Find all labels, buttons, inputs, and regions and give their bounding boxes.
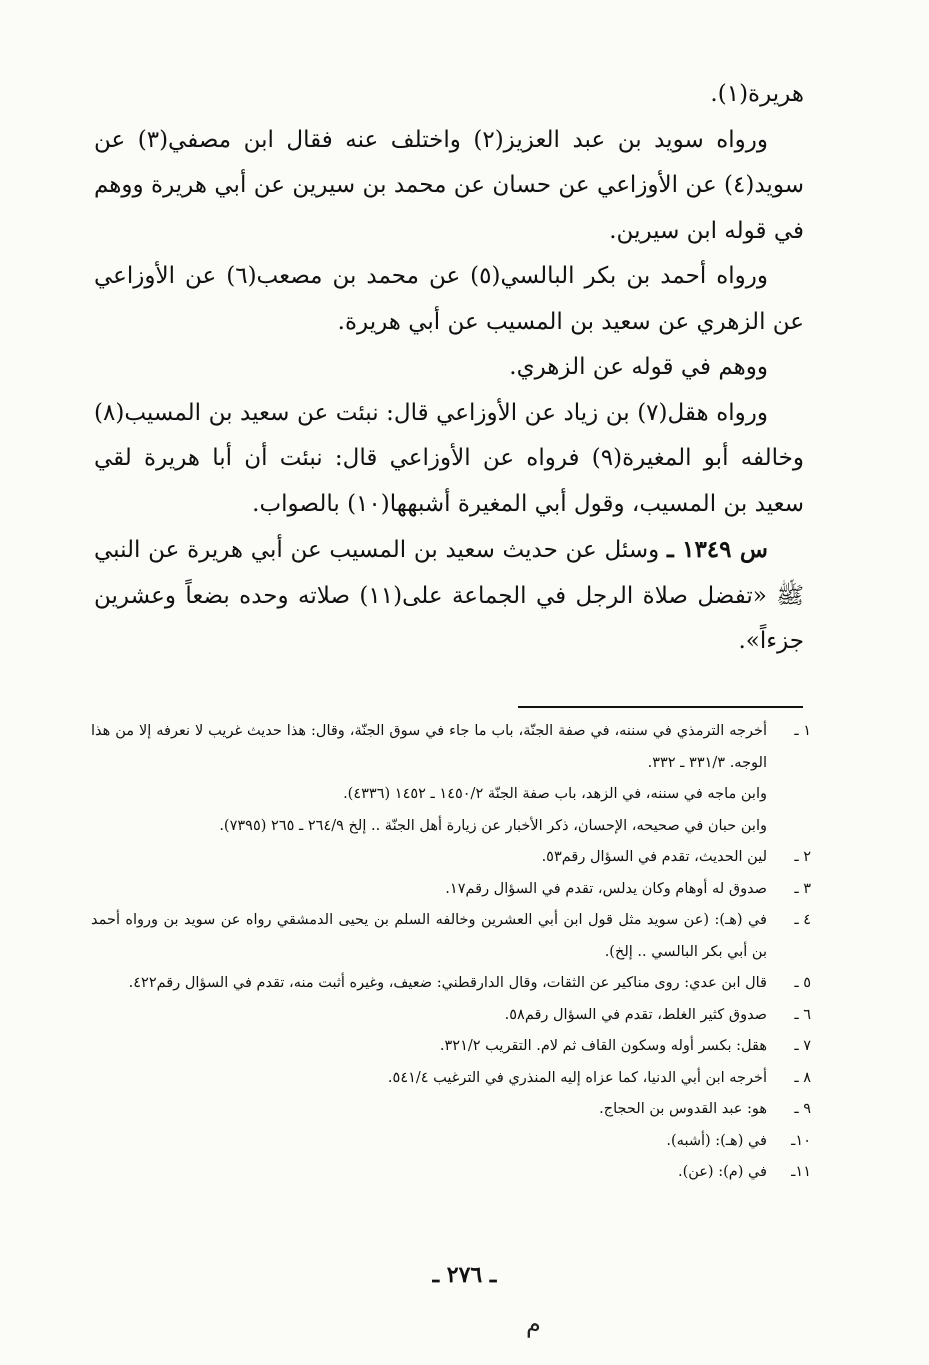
footnote-text: لين الحديث، تقدم في السؤال رقم٥٣. xyxy=(541,849,767,865)
footnote-number: ٨ ـ xyxy=(794,1069,811,1086)
footnote-item xyxy=(91,716,811,779)
footnote-item xyxy=(91,968,811,1000)
bottom-mark: م xyxy=(526,1310,541,1338)
paragraph-3: ورواه أحمد بن بكر البالسي(٥) عن محمد بن مصعب(٦) عن الأوزاعي عن الزهري عن سعيد بن المسيب عن أبي هريرة. xyxy=(94,263,804,335)
question-number: س ١٣٤٩ ـ xyxy=(666,536,768,563)
paragraph-1: هريرة(١). xyxy=(710,81,804,107)
footnote-text: في (م): (عن). xyxy=(677,1164,767,1180)
footnote-item xyxy=(91,842,811,874)
footnote-text: هو: عبد القدوس بن الحجاج. xyxy=(599,1101,767,1117)
footnote-text: أخرجه ابن أبي الدنيا، كما عزاه إليه المنذري في الترغيب ٥٤١/٤. xyxy=(387,1069,767,1086)
footnote-number: ٩ ـ xyxy=(794,1101,811,1117)
footnote-separator xyxy=(518,706,803,708)
footnote-number: ١٠ـ xyxy=(791,1132,811,1149)
footnote-item xyxy=(91,1094,811,1126)
footnotes xyxy=(91,716,811,1189)
paragraph-4: ووهم في قوله عن الزهري. xyxy=(509,354,768,380)
footnote-number: ٧ ـ xyxy=(794,1038,811,1054)
footnote-number: ١١ـ xyxy=(791,1164,811,1180)
paragraph-5: ورواه هقل(٧) بن زياد عن الأوزاعي قال: نبئت عن سعيد بن المسيب(٨) وخالفه أبو المغيرة(٩) فرواه عن الأوزاعي قال: نبئت أن أبا هريرة لقي سعيد بن المسيب، وقول أبي المغيرة أشبهها(١٠) بالصواب. xyxy=(94,399,805,517)
footnote-item xyxy=(91,1031,811,1063)
footnote-number: ٤ ـ xyxy=(794,912,811,928)
footnote-item xyxy=(91,1126,811,1158)
footnote-continuation: وابن ماجه في سننه، في الزهد، باب صفة الجنّة ١٤٥٠/٢ ـ ١٤٥٢ (٤٣٣٦). xyxy=(343,786,767,802)
footnote-text: في (هـ): (أشبه). xyxy=(666,1132,767,1149)
footnote-text: صدوق له أوهام وكان يدلس، تقدم في السؤال رقم١٧. xyxy=(445,880,767,897)
footnote-number: ١ ـ xyxy=(794,723,811,739)
footnote-item xyxy=(91,1000,811,1032)
question-text: وسئل عن حديث سعيد بن المسيب عن أبي هريرة عن النبي ﷺ «تفضل صلاة الرجل في الجماعة على(١١) صلاته وحده بضعاً وعشرين جزءاً». xyxy=(94,537,804,654)
footnote-item xyxy=(91,1157,811,1189)
main-text xyxy=(94,72,804,665)
footnote-text: هقل: بكسر أوله وسكون القاف ثم لام. التقريب ٣٢١/٢. xyxy=(439,1038,767,1054)
footnote-continuation: وابن حبان في صحيحه، الإحسان، ذكر الأخبار عن زيارة أهل الجنّة .. إلخ ٢٦٤/٩ ـ ٢٦٥ (٧٣٩٥). xyxy=(219,817,767,834)
footnote-text: صدوق كثير الغلط، تقدم في السؤال رقم٥٨. xyxy=(504,1006,767,1023)
footnote-text: في (هـ): (عن سويد مثل قول ابن أبي العشرين وخالفه السلم بن يحيى الدمشقي رواه عن سويد بن ورواه أحمد بن أبي بكر البالسي .. إلخ). xyxy=(91,912,767,960)
footnote-item xyxy=(91,1063,811,1095)
footnote-text: قال ابن عدي: روى مناكير عن الثقات، وقال الدارقطني: ضعيف، وغيره أثبت منه، تقدم في السؤال رقم٤٢٢. xyxy=(128,975,767,991)
footnote-text: أخرجه الترمذي في سننه، في صفة الجنّة، باب ما جاء في سوق الجنّة، وقال: هذا حديث غريب لا نعرفه إلا من هذا الوجه. ٣٣١/٣ ـ ٣٣٢. xyxy=(91,723,767,771)
paragraph-2: ورواه سويد بن عبد العزيز(٢) واختلف عنه فقال ابن مصفي(٣) عن سويد(٤) عن الأوزاعي عن حسان عن محمد بن سيرين عن أبي هريرة ووهم في قوله ابن سيرين. xyxy=(94,126,804,244)
question-paragraph xyxy=(94,527,804,665)
footnote-number: ٢ ـ xyxy=(794,849,811,865)
footnote-item xyxy=(91,905,811,968)
footnote-number: ٣ ـ xyxy=(794,880,811,897)
footnote-number: ٦ ـ xyxy=(794,1006,811,1023)
footnote-item xyxy=(91,874,811,906)
page-number: ـ ٢٧٦ ـ xyxy=(432,1262,497,1288)
footnote-number: ٥ ـ xyxy=(794,975,811,991)
